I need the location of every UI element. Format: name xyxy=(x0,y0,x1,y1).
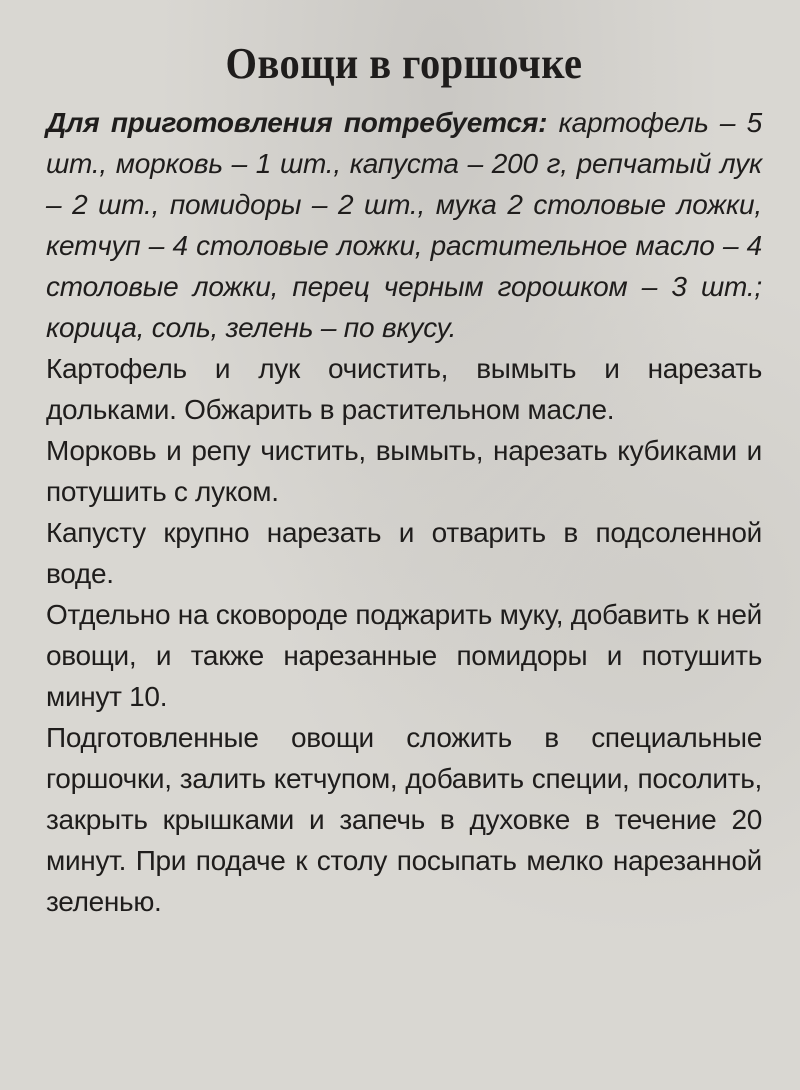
step-3: Капусту крупно нарезать и отварить в подсоленной воде. xyxy=(46,517,762,589)
step-4: Отдельно на сковороде поджарить муку, добавить к ней овощи, и также нарезанные помидоры и потушить минут 10. xyxy=(46,599,762,712)
recipe-title: Овощи в горшочке xyxy=(225,39,583,88)
step-2: Морковь и репу чистить, вымыть, нарезать кубиками и потушить с луком. xyxy=(46,435,762,507)
ingredients-list: картофель – 5 шт., морковь – 1 шт., капуста – 200 г, репчатый лук – 2 шт., помидоры – 2 шт., мука 2 столовые ложки, кетчуп – 4 столовые ложки, растительное масло – 4 столовые ложки, перец черным горошком – 3 шт.; корица, соль, зелень – по вкусу. xyxy=(46,107,762,343)
ingredients-lead: Для приготовления потребуется: xyxy=(46,107,548,138)
ingredients-paragraph xyxy=(46,102,762,348)
recipe-article xyxy=(46,34,762,922)
step-1: Картофель и лук очистить, вымыть и нарезать дольками. Обжарить в растительном масле. xyxy=(46,353,762,425)
step-5: Подготовленные овощи сложить в специальные горшочки, залить кетчупом, добавить специи, посолить, закрыть крышками и запечь в духовке в течение 20 минут. При подаче к столу посыпать мелко нарезанной зеленью. xyxy=(46,722,762,917)
